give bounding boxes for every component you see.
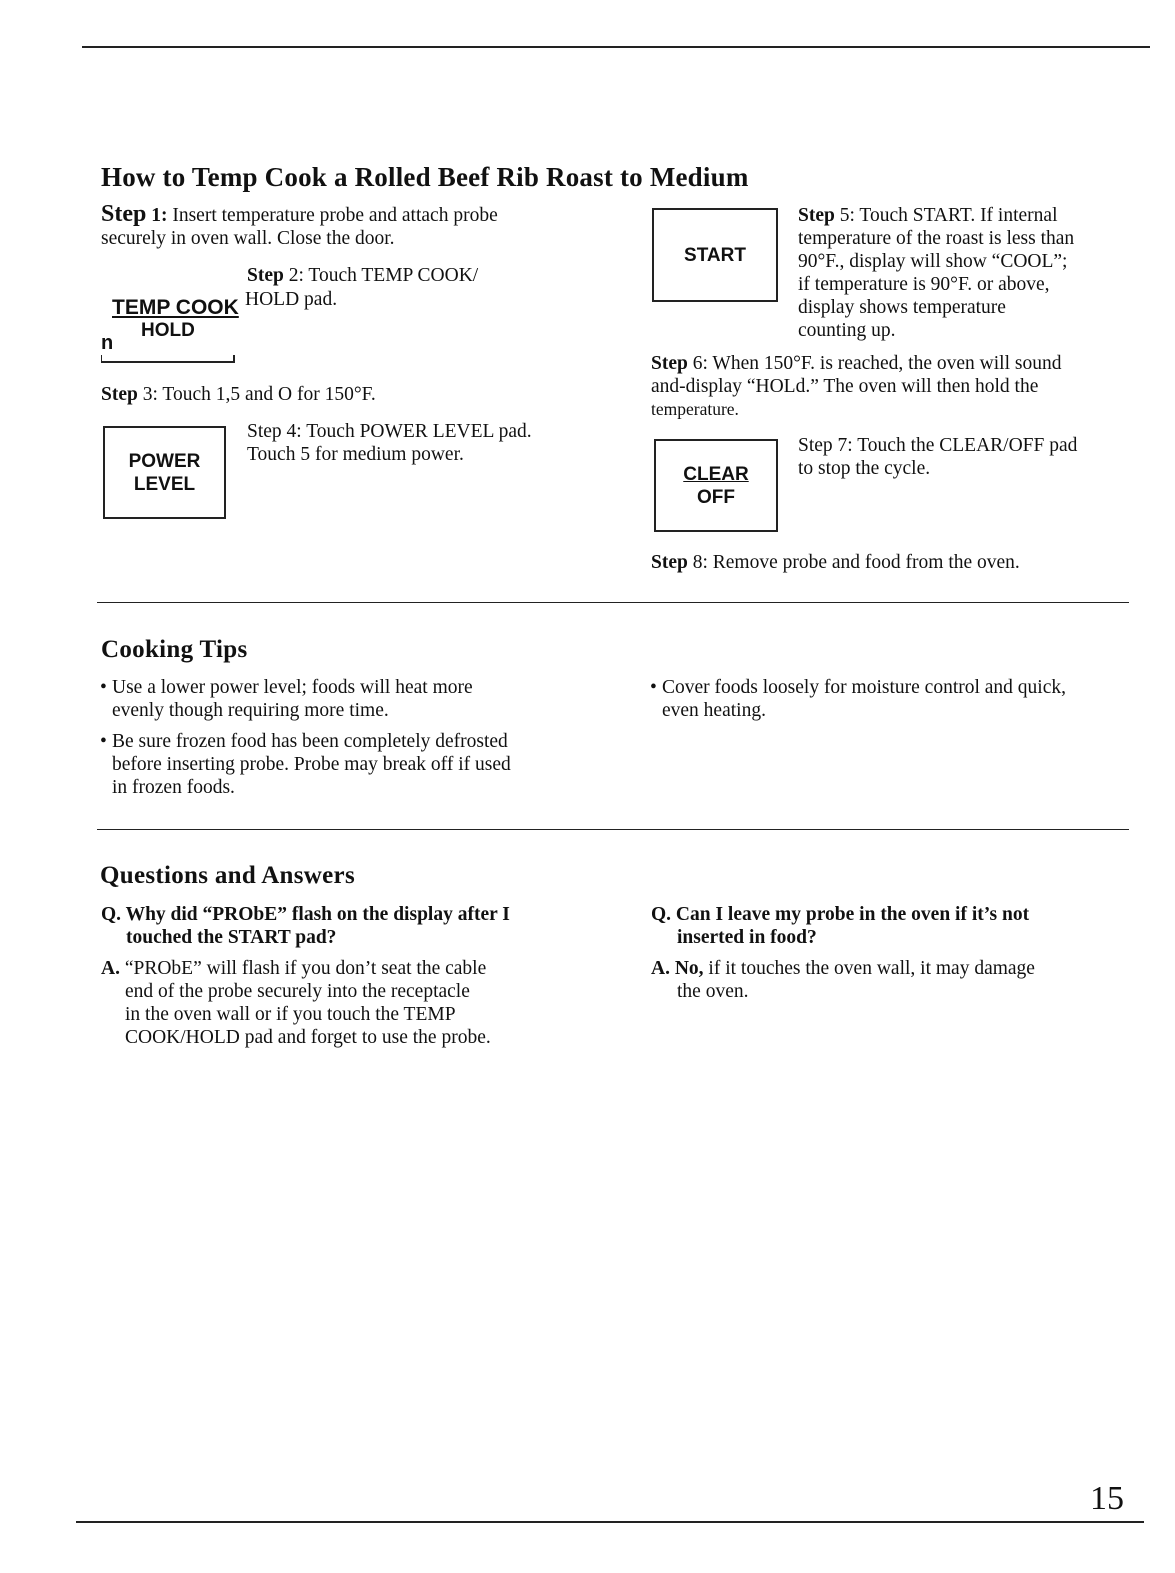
step-8-text: 8: Remove probe and food from the oven.: [692, 552, 1020, 573]
bullet-dot: •: [100, 677, 107, 698]
answer-1-label: A.: [101, 958, 120, 979]
temp-cook-label: TEMP COOK: [112, 296, 239, 319]
divider-1: [97, 602, 1129, 603]
step-4-line-1: Step 4: Touch POWER LEVEL pad.: [247, 421, 532, 442]
step-1-line-1: Insert temperature probe and attach probe: [172, 205, 498, 226]
tip-1-line-2: evenly though requiring more time.: [112, 700, 389, 721]
start-pad[interactable]: [652, 208, 778, 302]
pad-mark: n: [101, 332, 114, 354]
question-2: [651, 903, 1131, 949]
tip-3-line-2: even heating.: [662, 700, 766, 721]
step-1-line-2: securely in oven wall. Close the door.: [101, 228, 395, 249]
tip-3-line-1: Cover foods loosely for moisture control and quick,: [662, 677, 1067, 698]
section-title: How to Temp Cook a Rolled Beef Rib Roast to Medium: [101, 162, 749, 192]
power-label: POWER: [128, 450, 201, 472]
tip-3: [650, 676, 1142, 722]
answer-2: [651, 957, 1131, 1003]
step-5-line-3: 90°F., display will show “COOL”;: [798, 251, 1068, 272]
step-6-line-3: temperature.: [651, 399, 739, 419]
cooking-tips-title: Cooking Tips: [101, 636, 248, 663]
tip-1-line-1: Use a lower power level; foods will heat more: [112, 677, 473, 698]
step-3: [101, 383, 376, 406]
clear-off-pad[interactable]: [654, 439, 778, 532]
step-6-line-1: 6: When 150°F. is reached, the oven will sound: [692, 353, 1062, 374]
answer-2-line-2: the oven.: [677, 981, 749, 1002]
step-3-label: Step: [101, 384, 138, 405]
step-5: [798, 204, 1138, 342]
step-2-line-2: HOLD pad.: [245, 289, 338, 310]
step-6-line-2: and-display “HOLd.” The oven will then hold the: [651, 376, 1039, 397]
step-1-label: Step: [101, 201, 147, 227]
start-label: START: [684, 244, 746, 266]
tip-2-line-2: before inserting probe. Probe may break off if used: [112, 754, 511, 775]
step-5-line-5: display shows temperature: [798, 297, 1006, 318]
step-7-line-1: Step 7: Touch the CLEAR/OFF pad: [798, 435, 1078, 456]
answer-1-line-1: “PRObE” will flash if you don’t seat the cable: [124, 958, 487, 979]
answer-1-line-2: end of the probe securely into the receptacle: [125, 981, 470, 1002]
step-1: [101, 203, 571, 250]
step-4: [247, 420, 587, 466]
step-8-label: Step: [651, 552, 688, 573]
answer-1: [101, 957, 601, 1049]
question-2-line-1: Q. Can I leave my probe in the oven if it’s not: [651, 904, 1030, 925]
tip-2-line-3: in frozen foods.: [112, 777, 235, 798]
answer-1-line-4: COOK/HOLD pad and forget to use the probe.: [125, 1027, 491, 1048]
question-1-line-2: touched the START pad?: [126, 927, 337, 948]
bottom-rule: [76, 1521, 1144, 1523]
step-5-line-2: temperature of the roast is less than: [798, 228, 1075, 249]
step-6-label: Step: [651, 353, 688, 374]
clear-label: CLEAR: [683, 463, 749, 485]
step-5-label: Step: [798, 205, 835, 226]
step-8: [651, 551, 1131, 574]
answer-2-line-1: if it touches the oven wall, it may damage: [708, 958, 1035, 979]
answer-1-line-3: in the oven wall or if you touch the TEMP: [125, 1004, 456, 1025]
question-1-line-1: Q. Why did “PRObE” flash on the display after I: [101, 904, 510, 925]
bullet-dot: •: [650, 677, 657, 698]
step-7: [798, 434, 1138, 480]
step-2-line-1: 2: Touch TEMP COOK/: [288, 265, 479, 286]
level-label: LEVEL: [133, 473, 196, 495]
question-1: [101, 903, 601, 949]
step-4-line-2: Touch 5 for medium power.: [247, 444, 464, 465]
power-level-pad[interactable]: [103, 426, 226, 519]
step-5-line-1: 5: Touch START. If internal: [839, 205, 1058, 226]
temp-cook-hold-pad[interactable]: [101, 292, 241, 364]
step-1-number: 1:: [151, 205, 168, 226]
step-5-line-4: if temperature is 90°F. or above,: [798, 274, 1050, 295]
question-2-line-2: inserted in food?: [677, 927, 817, 948]
answer-2-label: A. No,: [651, 958, 704, 979]
qa-title: Questions and Answers: [100, 862, 355, 889]
divider-2: [97, 829, 1129, 830]
step-7-line-2: to stop the cycle.: [798, 458, 931, 479]
hold-label: HOLD: [141, 320, 195, 341]
tip-2-line-1: Be sure frozen food has been completely defrosted: [112, 731, 508, 752]
step-2-label: Step: [247, 265, 284, 286]
top-rule: [82, 46, 1150, 48]
step-5-line-6: counting up.: [798, 320, 896, 341]
step-6: [651, 352, 1131, 421]
step-2: [247, 264, 577, 287]
page-number: 15: [1090, 1480, 1124, 1517]
bullet-dot: •: [100, 731, 107, 752]
step-3-text: 3: Touch 1,5 and O for 150°F.: [142, 384, 376, 405]
tip-1: [100, 676, 582, 722]
pad-bottom-bracket: [101, 355, 235, 363]
tip-2: [100, 730, 592, 799]
off-label: OFF: [697, 486, 735, 508]
